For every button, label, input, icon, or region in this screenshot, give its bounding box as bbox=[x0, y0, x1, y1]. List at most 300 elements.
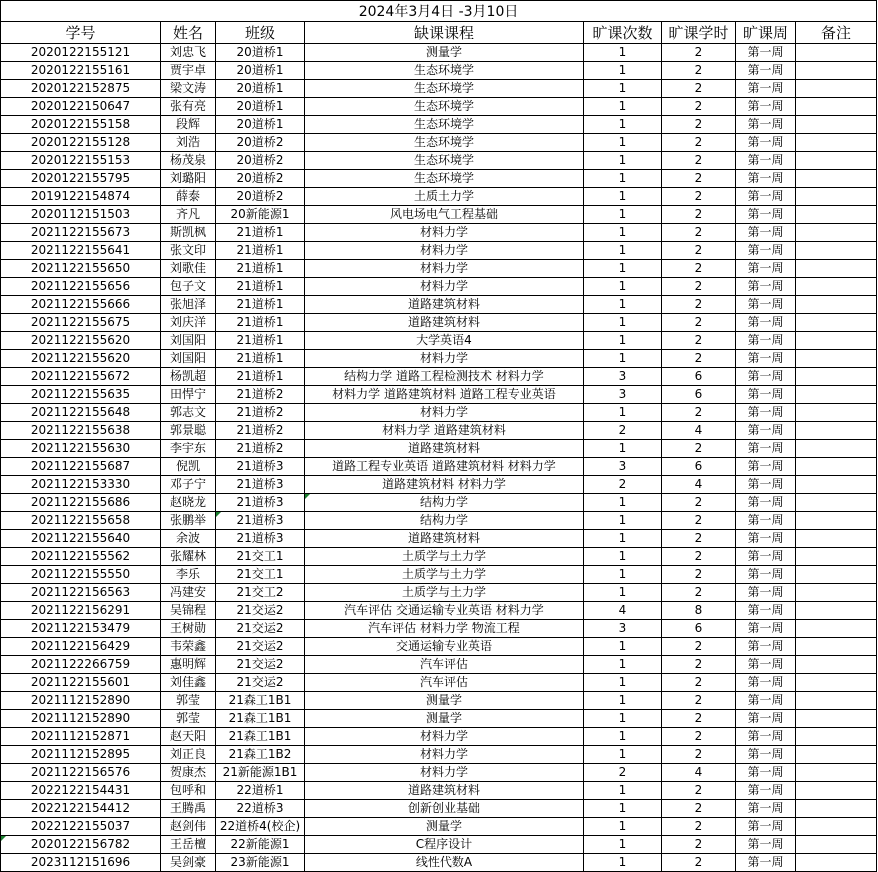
class-cell[interactable]: 21道桥3 bbox=[216, 494, 305, 512]
name-cell[interactable]: 吴锦程 bbox=[161, 602, 216, 620]
student-id-cell[interactable]: 2021122155620 bbox=[1, 350, 161, 368]
course-cell[interactable]: 结构力学 道路工程检测技术 材料力学 bbox=[305, 368, 584, 386]
count-cell[interactable]: 1 bbox=[584, 494, 662, 512]
week-cell[interactable]: 第一周 bbox=[736, 800, 796, 818]
class-cell[interactable]: 20道桥2 bbox=[216, 170, 305, 188]
count-cell[interactable]: 1 bbox=[584, 170, 662, 188]
name-cell[interactable]: 刘佳鑫 bbox=[161, 674, 216, 692]
remark-cell[interactable] bbox=[796, 854, 877, 872]
student-id-cell[interactable]: 2021122156429 bbox=[1, 638, 161, 656]
count-cell[interactable]: 1 bbox=[584, 296, 662, 314]
week-cell[interactable]: 第一周 bbox=[736, 350, 796, 368]
name-cell[interactable]: 韦荣鑫 bbox=[161, 638, 216, 656]
course-cell[interactable]: 材料力学 bbox=[305, 404, 584, 422]
name-cell[interactable]: 王腾禹 bbox=[161, 800, 216, 818]
hours-cell[interactable]: 2 bbox=[662, 152, 736, 170]
remark-cell[interactable] bbox=[796, 386, 877, 404]
name-cell[interactable]: 张有亮 bbox=[161, 98, 216, 116]
hours-cell[interactable]: 2 bbox=[662, 836, 736, 854]
count-cell[interactable]: 1 bbox=[584, 206, 662, 224]
name-cell[interactable]: 吴剑豪 bbox=[161, 854, 216, 872]
hours-cell[interactable]: 2 bbox=[662, 296, 736, 314]
remark-cell[interactable] bbox=[796, 602, 877, 620]
hours-cell[interactable]: 2 bbox=[662, 818, 736, 836]
course-cell[interactable]: 材料力学 bbox=[305, 728, 584, 746]
name-cell[interactable]: 张文印 bbox=[161, 242, 216, 260]
student-id-cell[interactable]: 2021122155648 bbox=[1, 404, 161, 422]
remark-cell[interactable] bbox=[796, 584, 877, 602]
class-cell[interactable]: 20道桥1 bbox=[216, 44, 305, 62]
week-cell[interactable]: 第一周 bbox=[736, 638, 796, 656]
student-id-cell[interactable]: 2021122155650 bbox=[1, 260, 161, 278]
student-id-cell[interactable]: 2021122155672 bbox=[1, 368, 161, 386]
count-cell[interactable]: 1 bbox=[584, 746, 662, 764]
hours-cell[interactable]: 2 bbox=[662, 728, 736, 746]
hours-cell[interactable]: 2 bbox=[662, 224, 736, 242]
name-cell[interactable]: 杨凯超 bbox=[161, 368, 216, 386]
hours-cell[interactable]: 2 bbox=[662, 494, 736, 512]
count-cell[interactable]: 1 bbox=[584, 188, 662, 206]
course-cell[interactable]: 汽车评估 bbox=[305, 674, 584, 692]
course-cell[interactable]: 汽车评估 bbox=[305, 656, 584, 674]
week-cell[interactable]: 第一周 bbox=[736, 476, 796, 494]
student-id-cell[interactable]: 2020122156782 bbox=[1, 836, 161, 854]
name-cell[interactable]: 郭景聪 bbox=[161, 422, 216, 440]
class-cell[interactable]: 21道桥3 bbox=[216, 476, 305, 494]
class-cell[interactable]: 20新能源1 bbox=[216, 206, 305, 224]
class-cell[interactable]: 21道桥1 bbox=[216, 332, 305, 350]
class-cell[interactable]: 21道桥1 bbox=[216, 242, 305, 260]
course-cell[interactable]: 材料力学 bbox=[305, 746, 584, 764]
week-cell[interactable]: 第一周 bbox=[736, 314, 796, 332]
count-cell[interactable]: 1 bbox=[584, 548, 662, 566]
count-cell[interactable]: 1 bbox=[584, 818, 662, 836]
name-cell[interactable]: 倪凯 bbox=[161, 458, 216, 476]
week-cell[interactable]: 第一周 bbox=[736, 278, 796, 296]
remark-cell[interactable] bbox=[796, 476, 877, 494]
week-cell[interactable]: 第一周 bbox=[736, 548, 796, 566]
week-cell[interactable]: 第一周 bbox=[736, 656, 796, 674]
name-cell[interactable]: 李宇东 bbox=[161, 440, 216, 458]
student-id-cell[interactable]: 2021122156563 bbox=[1, 584, 161, 602]
remark-cell[interactable] bbox=[796, 746, 877, 764]
name-cell[interactable]: 郭志文 bbox=[161, 404, 216, 422]
count-cell[interactable]: 1 bbox=[584, 404, 662, 422]
name-cell[interactable]: 赵剑伟 bbox=[161, 818, 216, 836]
course-cell[interactable]: 汽车评估 交通运输专业英语 材料力学 bbox=[305, 602, 584, 620]
name-cell[interactable]: 赵晓龙 bbox=[161, 494, 216, 512]
name-cell[interactable]: 郭莹 bbox=[161, 692, 216, 710]
class-cell[interactable]: 21道桥2 bbox=[216, 440, 305, 458]
remark-cell[interactable] bbox=[796, 170, 877, 188]
hours-cell[interactable]: 2 bbox=[662, 116, 736, 134]
week-cell[interactable]: 第一周 bbox=[736, 746, 796, 764]
count-cell[interactable]: 1 bbox=[584, 116, 662, 134]
hours-cell[interactable]: 8 bbox=[662, 602, 736, 620]
student-id-cell[interactable]: 2020122155128 bbox=[1, 134, 161, 152]
course-cell[interactable]: 材料力学 bbox=[305, 764, 584, 782]
count-cell[interactable]: 1 bbox=[584, 98, 662, 116]
remark-cell[interactable] bbox=[796, 188, 877, 206]
class-cell[interactable]: 20道桥1 bbox=[216, 98, 305, 116]
student-id-cell[interactable]: 2021112152871 bbox=[1, 728, 161, 746]
student-id-cell[interactable]: 2021122155630 bbox=[1, 440, 161, 458]
week-cell[interactable]: 第一周 bbox=[736, 296, 796, 314]
remark-cell[interactable] bbox=[796, 512, 877, 530]
name-cell[interactable]: 刘浩 bbox=[161, 134, 216, 152]
count-cell[interactable]: 3 bbox=[584, 386, 662, 404]
student-id-cell[interactable]: 2020122150647 bbox=[1, 98, 161, 116]
hours-cell[interactable]: 4 bbox=[662, 422, 736, 440]
student-id-cell[interactable]: 2020122155153 bbox=[1, 152, 161, 170]
week-cell[interactable]: 第一周 bbox=[736, 116, 796, 134]
student-id-cell[interactable]: 2021112152895 bbox=[1, 746, 161, 764]
name-cell[interactable]: 刘歌佳 bbox=[161, 260, 216, 278]
remark-cell[interactable] bbox=[796, 494, 877, 512]
course-cell[interactable]: 生态环境学 bbox=[305, 98, 584, 116]
course-cell[interactable]: 道路建筑材料 材料力学 bbox=[305, 476, 584, 494]
name-cell[interactable]: 李乐 bbox=[161, 566, 216, 584]
remark-cell[interactable] bbox=[796, 764, 877, 782]
remark-cell[interactable] bbox=[796, 818, 877, 836]
hours-cell[interactable]: 2 bbox=[662, 512, 736, 530]
student-id-cell[interactable]: 2022122155037 bbox=[1, 818, 161, 836]
class-cell[interactable]: 21道桥2 bbox=[216, 422, 305, 440]
hours-cell[interactable]: 2 bbox=[662, 692, 736, 710]
class-cell[interactable]: 21森工1B2 bbox=[216, 746, 305, 764]
count-cell[interactable]: 4 bbox=[584, 602, 662, 620]
hours-cell[interactable]: 2 bbox=[662, 404, 736, 422]
class-cell[interactable]: 20道桥2 bbox=[216, 134, 305, 152]
class-cell[interactable]: 22道桥1 bbox=[216, 782, 305, 800]
course-cell[interactable]: 道路建筑材料 bbox=[305, 782, 584, 800]
name-cell[interactable]: 惠明辉 bbox=[161, 656, 216, 674]
count-cell[interactable]: 1 bbox=[584, 566, 662, 584]
remark-cell[interactable] bbox=[796, 422, 877, 440]
class-cell[interactable]: 20道桥1 bbox=[216, 62, 305, 80]
name-cell[interactable]: 梁文涛 bbox=[161, 80, 216, 98]
hours-cell[interactable]: 6 bbox=[662, 620, 736, 638]
student-id-cell[interactable]: 2021122155686 bbox=[1, 494, 161, 512]
course-cell[interactable]: 材料力学 道路建筑材料 bbox=[305, 422, 584, 440]
course-cell[interactable]: 土质学与土力学 bbox=[305, 584, 584, 602]
course-cell[interactable]: 生态环境学 bbox=[305, 116, 584, 134]
name-cell[interactable]: 贺康杰 bbox=[161, 764, 216, 782]
class-cell[interactable]: 21交运2 bbox=[216, 674, 305, 692]
remark-cell[interactable] bbox=[796, 674, 877, 692]
count-cell[interactable]: 1 bbox=[584, 314, 662, 332]
week-cell[interactable]: 第一周 bbox=[736, 818, 796, 836]
name-cell[interactable]: 张鹏举 bbox=[161, 512, 216, 530]
course-cell[interactable]: 土质学与土力学 bbox=[305, 548, 584, 566]
name-cell[interactable]: 田悍宁 bbox=[161, 386, 216, 404]
student-id-cell[interactable]: 2021122155675 bbox=[1, 314, 161, 332]
hours-cell[interactable]: 4 bbox=[662, 476, 736, 494]
week-cell[interactable]: 第一周 bbox=[736, 602, 796, 620]
remark-cell[interactable] bbox=[796, 80, 877, 98]
week-cell[interactable]: 第一周 bbox=[736, 692, 796, 710]
class-cell[interactable]: 21道桥1 bbox=[216, 368, 305, 386]
name-cell[interactable]: 包子文 bbox=[161, 278, 216, 296]
hours-cell[interactable]: 2 bbox=[662, 674, 736, 692]
class-cell[interactable]: 22道桥4(校企) bbox=[216, 818, 305, 836]
remark-cell[interactable] bbox=[796, 458, 877, 476]
name-cell[interactable]: 刘璐阳 bbox=[161, 170, 216, 188]
student-id-cell[interactable]: 2021122156291 bbox=[1, 602, 161, 620]
count-cell[interactable]: 1 bbox=[584, 530, 662, 548]
hours-cell[interactable]: 2 bbox=[662, 566, 736, 584]
hours-cell[interactable]: 2 bbox=[662, 350, 736, 368]
week-cell[interactable]: 第一周 bbox=[736, 854, 796, 872]
course-cell[interactable]: 道路建筑材料 bbox=[305, 440, 584, 458]
class-cell[interactable]: 20道桥1 bbox=[216, 80, 305, 98]
remark-cell[interactable] bbox=[796, 692, 877, 710]
count-cell[interactable]: 1 bbox=[584, 440, 662, 458]
remark-cell[interactable] bbox=[796, 710, 877, 728]
remark-cell[interactable] bbox=[796, 440, 877, 458]
class-cell[interactable]: 21道桥1 bbox=[216, 296, 305, 314]
name-cell[interactable]: 张耀林 bbox=[161, 548, 216, 566]
student-id-cell[interactable]: 2021122155658 bbox=[1, 512, 161, 530]
hours-cell[interactable]: 2 bbox=[662, 548, 736, 566]
week-cell[interactable]: 第一周 bbox=[736, 206, 796, 224]
course-cell[interactable]: 生态环境学 bbox=[305, 170, 584, 188]
week-cell[interactable]: 第一周 bbox=[736, 224, 796, 242]
hours-cell[interactable]: 2 bbox=[662, 98, 736, 116]
count-cell[interactable]: 1 bbox=[584, 332, 662, 350]
count-cell[interactable]: 1 bbox=[584, 674, 662, 692]
student-id-cell[interactable]: 2020122155121 bbox=[1, 44, 161, 62]
week-cell[interactable]: 第一周 bbox=[736, 584, 796, 602]
name-cell[interactable]: 包呼和 bbox=[161, 782, 216, 800]
name-cell[interactable]: 赵天阳 bbox=[161, 728, 216, 746]
remark-cell[interactable] bbox=[796, 566, 877, 584]
count-cell[interactable]: 1 bbox=[584, 350, 662, 368]
name-cell[interactable]: 刘国阳 bbox=[161, 332, 216, 350]
student-id-cell[interactable]: 2021122266759 bbox=[1, 656, 161, 674]
count-cell[interactable]: 3 bbox=[584, 368, 662, 386]
week-cell[interactable]: 第一周 bbox=[736, 458, 796, 476]
remark-cell[interactable] bbox=[796, 530, 877, 548]
name-cell[interactable]: 邓子宁 bbox=[161, 476, 216, 494]
name-cell[interactable]: 齐凡 bbox=[161, 206, 216, 224]
count-cell[interactable]: 2 bbox=[584, 422, 662, 440]
student-id-cell[interactable]: 2020122155795 bbox=[1, 170, 161, 188]
count-cell[interactable]: 1 bbox=[584, 800, 662, 818]
week-cell[interactable]: 第一周 bbox=[736, 620, 796, 638]
course-cell[interactable]: 生态环境学 bbox=[305, 152, 584, 170]
class-cell[interactable]: 22新能源1 bbox=[216, 836, 305, 854]
week-cell[interactable]: 第一周 bbox=[736, 170, 796, 188]
course-cell[interactable]: 材料力学 bbox=[305, 260, 584, 278]
class-cell[interactable]: 20道桥2 bbox=[216, 188, 305, 206]
week-cell[interactable]: 第一周 bbox=[736, 422, 796, 440]
course-cell[interactable]: 材料力学 bbox=[305, 278, 584, 296]
student-id-cell[interactable]: 2022122154412 bbox=[1, 800, 161, 818]
week-cell[interactable]: 第一周 bbox=[736, 44, 796, 62]
hours-cell[interactable]: 2 bbox=[662, 134, 736, 152]
class-cell[interactable]: 21交工2 bbox=[216, 584, 305, 602]
hours-cell[interactable]: 2 bbox=[662, 62, 736, 80]
hours-cell[interactable]: 2 bbox=[662, 530, 736, 548]
remark-cell[interactable] bbox=[796, 242, 877, 260]
hours-cell[interactable]: 2 bbox=[662, 656, 736, 674]
hours-cell[interactable]: 2 bbox=[662, 332, 736, 350]
course-cell[interactable]: 土质学与土力学 bbox=[305, 566, 584, 584]
week-cell[interactable]: 第一周 bbox=[736, 80, 796, 98]
week-cell[interactable]: 第一周 bbox=[736, 836, 796, 854]
hours-cell[interactable]: 6 bbox=[662, 368, 736, 386]
class-cell[interactable]: 20道桥1 bbox=[216, 116, 305, 134]
count-cell[interactable]: 1 bbox=[584, 782, 662, 800]
week-cell[interactable]: 第一周 bbox=[736, 728, 796, 746]
remark-cell[interactable] bbox=[796, 98, 877, 116]
remark-cell[interactable] bbox=[796, 656, 877, 674]
remark-cell[interactable] bbox=[796, 638, 877, 656]
hours-cell[interactable]: 2 bbox=[662, 170, 736, 188]
hours-cell[interactable]: 2 bbox=[662, 584, 736, 602]
student-id-cell[interactable]: 2021122155550 bbox=[1, 566, 161, 584]
course-cell[interactable]: 结构力学 bbox=[305, 494, 584, 512]
student-id-cell[interactable]: 2021122155601 bbox=[1, 674, 161, 692]
count-cell[interactable]: 1 bbox=[584, 836, 662, 854]
hours-cell[interactable]: 2 bbox=[662, 440, 736, 458]
class-cell[interactable]: 21道桥1 bbox=[216, 278, 305, 296]
remark-cell[interactable] bbox=[796, 134, 877, 152]
hours-cell[interactable]: 2 bbox=[662, 188, 736, 206]
student-id-cell[interactable]: 2021112152890 bbox=[1, 692, 161, 710]
course-cell[interactable]: 生态环境学 bbox=[305, 62, 584, 80]
student-id-cell[interactable]: 2019122154874 bbox=[1, 188, 161, 206]
count-cell[interactable]: 1 bbox=[584, 728, 662, 746]
course-cell[interactable]: 交通运输专业英语 bbox=[305, 638, 584, 656]
count-cell[interactable]: 3 bbox=[584, 620, 662, 638]
count-cell[interactable]: 1 bbox=[584, 134, 662, 152]
week-cell[interactable]: 第一周 bbox=[736, 134, 796, 152]
student-id-cell[interactable]: 2021122155620 bbox=[1, 332, 161, 350]
hours-cell[interactable]: 4 bbox=[662, 764, 736, 782]
name-cell[interactable]: 张旭泽 bbox=[161, 296, 216, 314]
course-cell[interactable]: 道路建筑材料 bbox=[305, 314, 584, 332]
student-id-cell[interactable]: 2020122155161 bbox=[1, 62, 161, 80]
course-cell[interactable]: 测量学 bbox=[305, 692, 584, 710]
name-cell[interactable]: 余波 bbox=[161, 530, 216, 548]
count-cell[interactable]: 1 bbox=[584, 278, 662, 296]
remark-cell[interactable] bbox=[796, 620, 877, 638]
hours-cell[interactable]: 2 bbox=[662, 206, 736, 224]
remark-cell[interactable] bbox=[796, 278, 877, 296]
student-id-cell[interactable]: 2020122155158 bbox=[1, 116, 161, 134]
student-id-cell[interactable]: 2021122155635 bbox=[1, 386, 161, 404]
name-cell[interactable]: 刘庆洋 bbox=[161, 314, 216, 332]
course-cell[interactable]: 道路建筑材料 bbox=[305, 530, 584, 548]
class-cell[interactable]: 21道桥1 bbox=[216, 314, 305, 332]
student-id-cell[interactable]: 2021122156576 bbox=[1, 764, 161, 782]
course-cell[interactable]: 道路建筑材料 bbox=[305, 296, 584, 314]
count-cell[interactable]: 1 bbox=[584, 512, 662, 530]
student-id-cell[interactable]: 2021122155640 bbox=[1, 530, 161, 548]
student-id-cell[interactable]: 2020112151503 bbox=[1, 206, 161, 224]
hours-cell[interactable]: 2 bbox=[662, 242, 736, 260]
count-cell[interactable]: 1 bbox=[584, 242, 662, 260]
name-cell[interactable]: 刘国阳 bbox=[161, 350, 216, 368]
class-cell[interactable]: 21森工1B1 bbox=[216, 692, 305, 710]
course-cell[interactable]: 材料力学 bbox=[305, 224, 584, 242]
student-id-cell[interactable]: 2021122155638 bbox=[1, 422, 161, 440]
student-id-cell[interactable]: 2022122154431 bbox=[1, 782, 161, 800]
course-cell[interactable]: 汽车评估 材料力学 物流工程 bbox=[305, 620, 584, 638]
hours-cell[interactable]: 2 bbox=[662, 800, 736, 818]
student-id-cell[interactable]: 2021122155687 bbox=[1, 458, 161, 476]
week-cell[interactable]: 第一周 bbox=[736, 332, 796, 350]
class-cell[interactable]: 21道桥3 bbox=[216, 530, 305, 548]
name-cell[interactable]: 斯凯枫 bbox=[161, 224, 216, 242]
week-cell[interactable]: 第一周 bbox=[736, 440, 796, 458]
class-cell[interactable]: 21交工1 bbox=[216, 566, 305, 584]
course-cell[interactable]: C程序设计 bbox=[305, 836, 584, 854]
week-cell[interactable]: 第一周 bbox=[736, 368, 796, 386]
remark-cell[interactable] bbox=[796, 800, 877, 818]
count-cell[interactable]: 1 bbox=[584, 44, 662, 62]
class-cell[interactable]: 21交运2 bbox=[216, 656, 305, 674]
week-cell[interactable]: 第一周 bbox=[736, 188, 796, 206]
course-cell[interactable]: 生态环境学 bbox=[305, 80, 584, 98]
student-id-cell[interactable]: 2021122155666 bbox=[1, 296, 161, 314]
count-cell[interactable]: 1 bbox=[584, 710, 662, 728]
course-cell[interactable]: 线性代数A bbox=[305, 854, 584, 872]
count-cell[interactable]: 2 bbox=[584, 476, 662, 494]
course-cell[interactable]: 大学英语4 bbox=[305, 332, 584, 350]
student-id-cell[interactable]: 2020122152875 bbox=[1, 80, 161, 98]
count-cell[interactable]: 1 bbox=[584, 260, 662, 278]
remark-cell[interactable] bbox=[796, 782, 877, 800]
course-cell[interactable]: 材料力学 道路建筑材料 道路工程专业英语 bbox=[305, 386, 584, 404]
week-cell[interactable]: 第一周 bbox=[736, 260, 796, 278]
week-cell[interactable]: 第一周 bbox=[736, 404, 796, 422]
hours-cell[interactable]: 2 bbox=[662, 854, 736, 872]
student-id-cell[interactable]: 2021122155673 bbox=[1, 224, 161, 242]
name-cell[interactable]: 郭莹 bbox=[161, 710, 216, 728]
class-cell[interactable]: 23新能源1 bbox=[216, 854, 305, 872]
class-cell[interactable]: 21交运2 bbox=[216, 638, 305, 656]
count-cell[interactable]: 1 bbox=[584, 692, 662, 710]
count-cell[interactable]: 1 bbox=[584, 584, 662, 602]
hours-cell[interactable]: 2 bbox=[662, 710, 736, 728]
remark-cell[interactable] bbox=[796, 836, 877, 854]
student-id-cell[interactable]: 2021122153330 bbox=[1, 476, 161, 494]
remark-cell[interactable] bbox=[796, 296, 877, 314]
class-cell[interactable]: 21交工1 bbox=[216, 548, 305, 566]
class-cell[interactable]: 21道桥3 bbox=[216, 512, 305, 530]
count-cell[interactable]: 2 bbox=[584, 764, 662, 782]
remark-cell[interactable] bbox=[796, 548, 877, 566]
course-cell[interactable]: 测量学 bbox=[305, 710, 584, 728]
class-cell[interactable]: 21新能源1B1 bbox=[216, 764, 305, 782]
week-cell[interactable]: 第一周 bbox=[736, 512, 796, 530]
week-cell[interactable]: 第一周 bbox=[736, 242, 796, 260]
remark-cell[interactable] bbox=[796, 728, 877, 746]
week-cell[interactable]: 第一周 bbox=[736, 674, 796, 692]
class-cell[interactable]: 22道桥3 bbox=[216, 800, 305, 818]
course-cell[interactable]: 测量学 bbox=[305, 818, 584, 836]
name-cell[interactable]: 刘正良 bbox=[161, 746, 216, 764]
course-cell[interactable]: 材料力学 bbox=[305, 350, 584, 368]
hours-cell[interactable]: 6 bbox=[662, 386, 736, 404]
class-cell[interactable]: 21道桥1 bbox=[216, 350, 305, 368]
class-cell[interactable]: 21交运2 bbox=[216, 620, 305, 638]
name-cell[interactable]: 贾宇卓 bbox=[161, 62, 216, 80]
remark-cell[interactable] bbox=[796, 206, 877, 224]
